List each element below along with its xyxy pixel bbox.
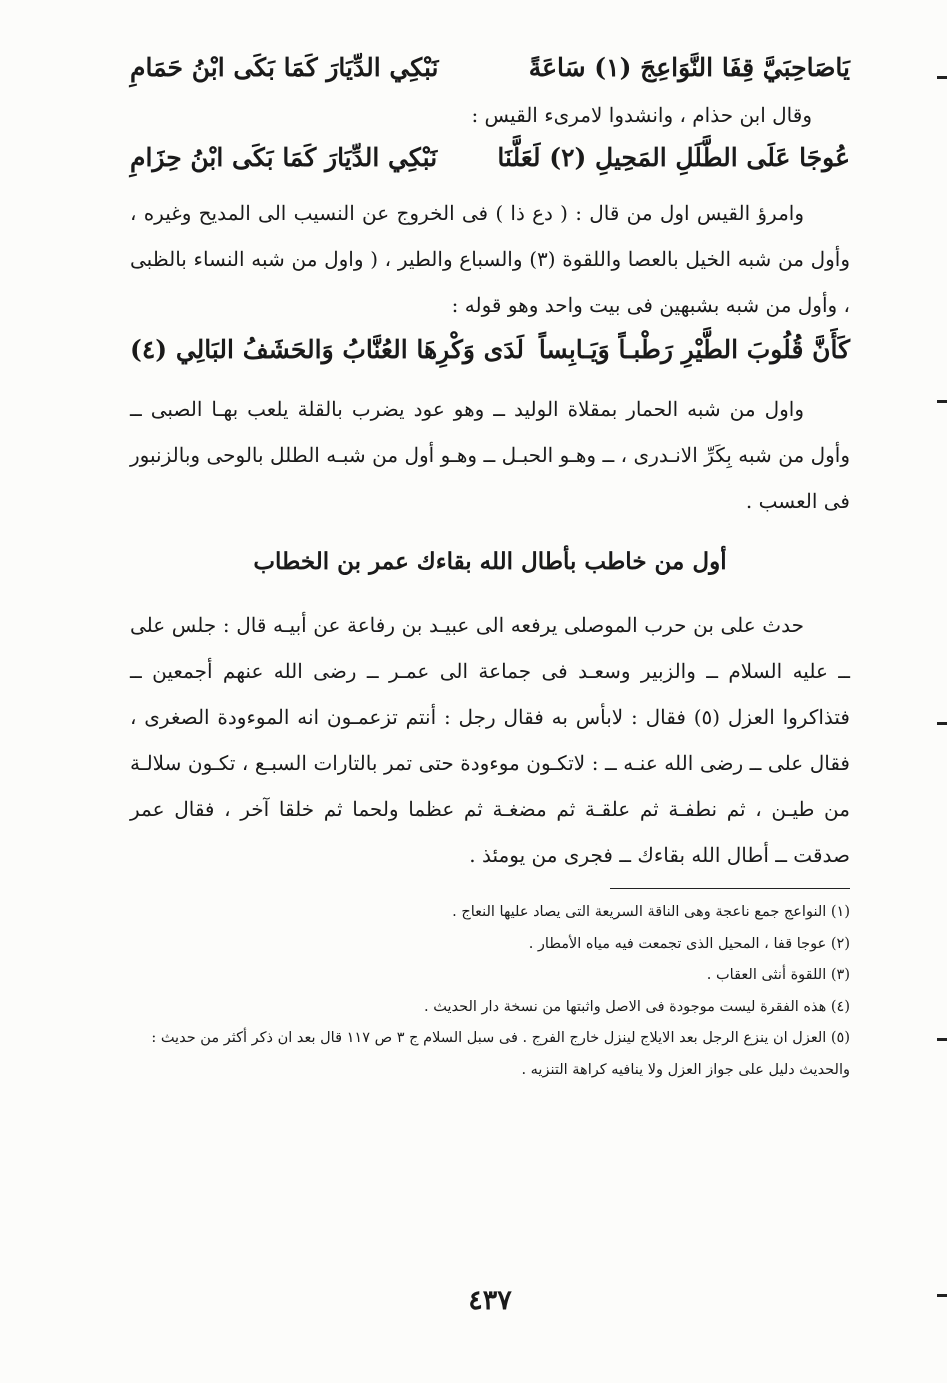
poem-verse-1 — [130, 48, 850, 88]
margin-mark — [937, 1038, 947, 1041]
verse-second-hemistich: لَدَى وَكْرِهَا العُنَّابُ وَالحَشَفُ البَالِي (٤) — [130, 335, 524, 364]
footnote-2: (٢) عوجا قفا ، المحيل الذى تجمعت فيه مياه الأمطار . — [528, 935, 850, 952]
paragraph-similes: واول من شبه الحمار بمقلاة الوليد ــ وهو عود يضرب بالقلة يلعب بهـا الصبى ــ وأول من شبه بِكَرِّ الانـدرى ، ــ وهـو الحبـل ــ وهـو أول من شبـه الطلل بالوحى وبالزنبور فى العسب . — [130, 397, 850, 513]
paragraph-hadith: حدث على بن حرب الموصلى يرفعه الى عبيـد بن رفاعة عن أبيـه قال : جلس على ــ عليه السلام ــ والزبير وسعـد فى جماعة الى عمـر ــ رضى الله عنهم أجمعين ــ فتذاكروا العزل (٥) فقال : لابأس به فقال رجل : أنتم تزعمـون انه الموءودة الصغرى ، فقال على ــ رضى الله عنـه ــ : لاتكـون موءودة حتى تمر بالتارات السبـع ، تكـون سلالـة من طيـن ، ثم نطفـة ثم علقـة ثم مضغـة ثم عظما ولحما ثم خلقا آخر ، فقال عمر صدقت ــ أطال الله بقاءك ــ فجرى من يومئذ . — [130, 613, 850, 867]
margin-mark — [937, 76, 947, 79]
margin-mark — [937, 722, 947, 725]
margin-mark — [937, 400, 947, 403]
paragraph-imru-al-qays: وامرؤ القيس اول من قال : ( دع ذا ) فى الخروج عن النسيب الى المديح وغيره ، وأول من شبه الخيل بالعصا واللقوة (٣) والسباع والطير ، ( واول من شبه النساء بالظبى ، وأول من شبه بشبهين فى بيت واحد وهو قوله : — [130, 201, 850, 317]
page-content — [130, 40, 850, 1360]
footnote-divider — [610, 888, 850, 889]
margin-mark — [937, 1294, 947, 1297]
verse-second-hemistich: نَبْكِي الدِّيَارَ كَمَا بَكَى ابْنُ حِزَامِ — [130, 143, 438, 172]
verse-first-hemistich: يَاصَاحِبَيَّ قِفَا النَّوَاعِجَ (١) سَاعَةً — [528, 53, 850, 82]
intro-line: وقال ابن حذام ، وانشدوا لامرىء القيس : — [471, 103, 812, 127]
verse-second-hemistich: نَبْكِي الدِّيَارَ كَمَا بَكَى ابْنُ حَمَامِ — [130, 53, 439, 82]
verse-first-hemistich: عُوجَا عَلَى الطَّلَلِ المَحِيلِ (٢) لَعَلَّنَا — [497, 143, 850, 172]
footnote-5: (٥) العزل ان ينزع الرجل بعد الايلاج لينزل خارج الفرج . فى سبل السلام ج ٣ ص ١١٧ قال بعد ان ذكر أكثر من حديث : والحديث دليل على جواز العزل ولا ينافيه كراهة التنزيه . — [151, 1030, 850, 1078]
section-heading: أول من خاطب بأطال الله بقاءك عمر بن الخطاب — [253, 548, 727, 575]
footnote-1: (١) النواعج جمع ناعجة وهى الناقة السريعة التى يصاد عليها النعاج . — [452, 904, 850, 920]
footnote-3: (٣) اللقوة أنثى العقاب . — [706, 967, 850, 983]
page-number: ٤٣٧ — [468, 1285, 512, 1316]
poem-verse-3 — [130, 330, 850, 370]
poem-verse-2 — [130, 138, 850, 178]
footnote-4: (٤) هذه الفقرة ليست موجودة فى الاصل واثبتها من نسخة دار الحديث . — [424, 998, 850, 1015]
verse-first-hemistich: كَأَنَّ قُلُوبَ الطَّيْرِ رَطْبـاً وَيَـابِساً — [538, 335, 850, 364]
